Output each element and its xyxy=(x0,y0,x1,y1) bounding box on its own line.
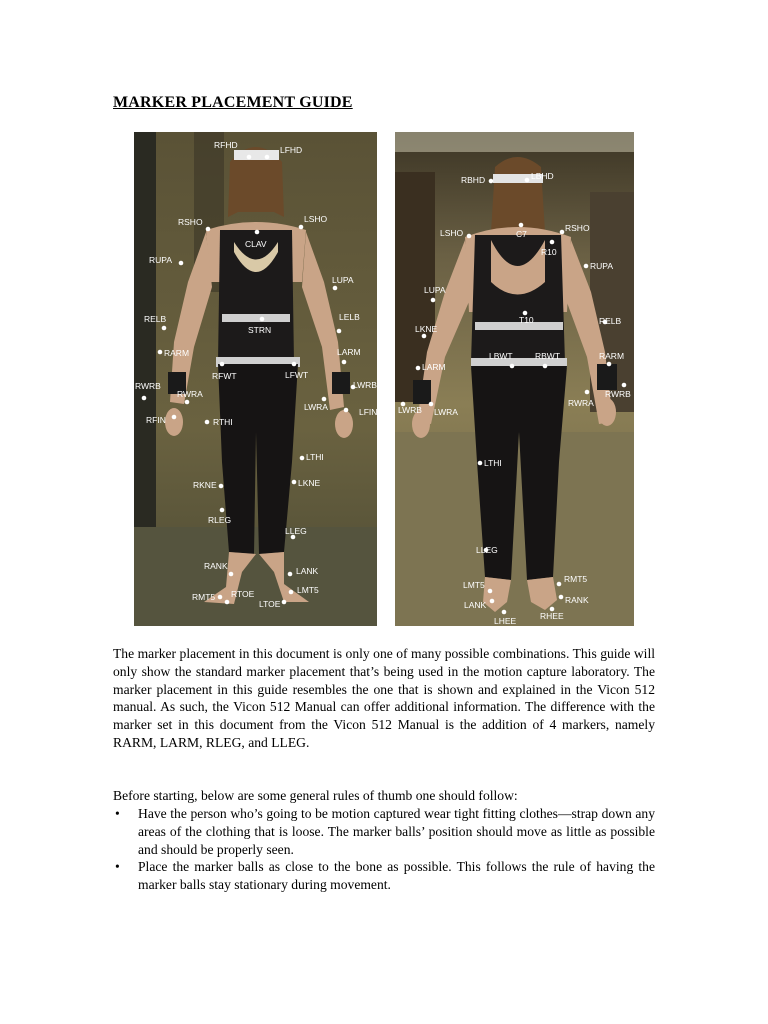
marker-label: LWRA xyxy=(434,407,458,417)
marker-label: LSHO xyxy=(440,228,464,238)
marker-label: LKNE xyxy=(298,478,321,488)
page-title: MARKER PLACEMENT GUIDE xyxy=(113,94,353,111)
marker-label: LMT5 xyxy=(463,580,485,590)
marker-label: R10 xyxy=(541,247,557,257)
marker-label: C7 xyxy=(516,229,527,239)
intro-paragraph: The marker placement in this document is only one of many possible combinations. This guide will only show the standard marker placement that’s being used in the motion capture laboratory. The marker placement in this guide resembles the one that is shown and explained in the Vicon 512 manual. As such, the Vicon 512 Manual can offer additional information. The difference with the marker set in this document from the Vicon 512 Manual is the addition of 4 markers, namely RARM, LARM, RLEG, and LLEG. xyxy=(113,646,655,750)
marker-label: LBHD xyxy=(531,171,554,181)
front-view-photo xyxy=(134,132,377,626)
bullet-icon: • xyxy=(115,806,120,821)
marker-label: RWRA xyxy=(568,398,594,408)
back-view-figure xyxy=(395,132,634,626)
rules-intro-paragraph: Before starting, below are some general rules of thumb one should follow: xyxy=(113,788,518,803)
marker-label: LTHI xyxy=(306,452,324,462)
marker-label: LKNE xyxy=(415,324,438,334)
front-view-figure xyxy=(134,132,377,626)
marker-label: LWRB xyxy=(353,380,377,390)
marker-label: LWRA xyxy=(304,402,328,412)
marker-label: RWRB xyxy=(135,381,161,391)
marker-label: RMT5 xyxy=(192,592,216,602)
marker-label: T10 xyxy=(519,315,534,325)
marker-label: RLEG xyxy=(208,515,232,525)
marker-label: RFIN xyxy=(146,415,166,425)
marker-label: RTHI xyxy=(213,417,233,427)
marker-label: RANK xyxy=(565,595,589,605)
bullet-icon: • xyxy=(115,859,120,875)
marker-label: LUPA xyxy=(332,275,354,285)
list-item-text: Have the person who’s going to be motion captured wear tight fitting clothes—strap down any areas of the clothing that is loose. The marker balls’ position should move as little as possible and should be properly seen. xyxy=(138,806,655,857)
marker-label: LFHD xyxy=(280,145,303,155)
marker-label: RFWT xyxy=(212,371,237,381)
list-item xyxy=(113,858,655,894)
marker-label: RELB xyxy=(144,314,167,324)
list-item xyxy=(113,805,655,858)
marker-label: CLAV xyxy=(245,239,267,249)
list-item-text: Place the marker balls as close to the bone as possible. This follows the rule of having the marker balls stay stationary during movement. xyxy=(138,859,655,893)
marker-label: RARM xyxy=(164,348,190,358)
marker-label: RMT5 xyxy=(564,574,588,584)
marker-label: RWRB xyxy=(605,389,631,399)
marker-label: LSHO xyxy=(304,214,328,224)
marker-label: LFWT xyxy=(285,370,309,380)
marker-label: LBWT xyxy=(489,351,513,361)
marker-label: LLEG xyxy=(285,526,307,536)
marker-label: RSHO xyxy=(178,217,203,227)
marker-label: LANK xyxy=(464,600,487,610)
marker-label: RFHD xyxy=(214,140,238,150)
marker-label: LTHI xyxy=(484,458,502,468)
marker-label: LELB xyxy=(339,312,360,322)
marker-label: RKNE xyxy=(193,480,217,490)
marker-label: LFIN xyxy=(359,407,377,417)
marker-label: LARM xyxy=(337,347,361,357)
marker-label: RUPA xyxy=(590,261,613,271)
marker-label: LMT5 xyxy=(297,585,319,595)
marker-label: LARM xyxy=(422,362,446,372)
marker-label: RARM xyxy=(599,351,625,361)
marker-label: RUPA xyxy=(149,255,172,265)
marker-label: LHEE xyxy=(494,616,517,626)
marker-label: RWRA xyxy=(177,389,203,399)
marker-label: RHEE xyxy=(540,611,564,621)
marker-label: STRN xyxy=(248,325,272,335)
back-view-photo xyxy=(395,132,634,626)
marker-label: LUPA xyxy=(424,285,446,295)
marker-label: RBHD xyxy=(461,175,486,185)
marker-label: RTOE xyxy=(231,589,255,599)
marker-label: LANK xyxy=(296,566,319,576)
rules-list xyxy=(113,805,655,894)
marker-label: LLEG xyxy=(476,545,498,555)
marker-label: LWRB xyxy=(398,405,422,415)
marker-label: RELB xyxy=(599,316,622,326)
marker-label: LTOE xyxy=(259,599,281,609)
marker-label: RBWT xyxy=(535,351,561,361)
marker-label: RANK xyxy=(204,561,228,571)
marker-label: RSHO xyxy=(565,223,590,233)
